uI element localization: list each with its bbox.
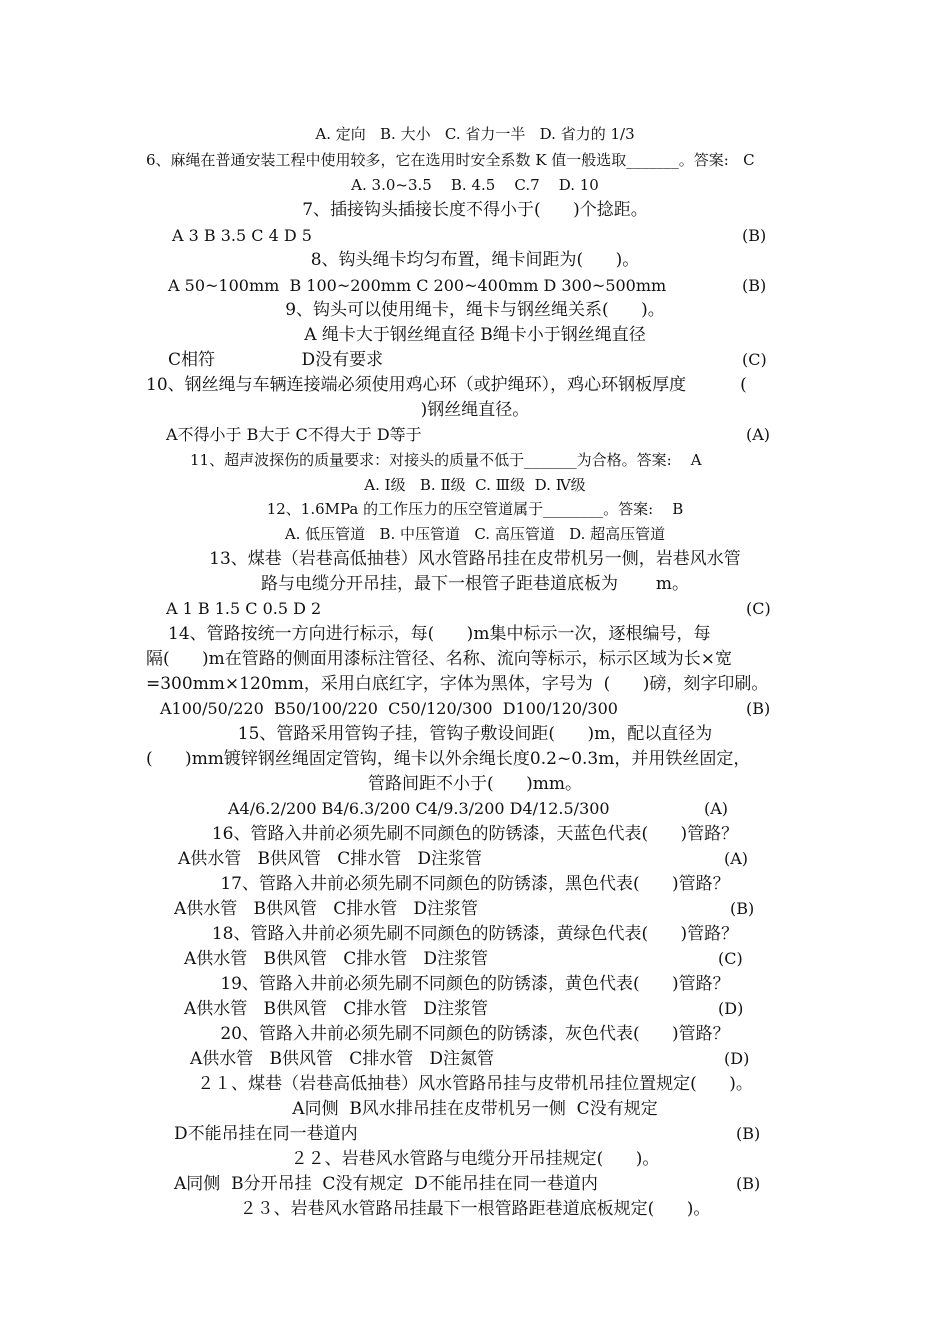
q18-text: 18、管路入井前必须先刷不同颜色的防锈漆，黄绿色代表( )管路？ (211, 924, 739, 944)
q19-answer: (D) (718, 999, 744, 1018)
q8-options: A 50~100mm B 100~200mm C 200~400mm D 300~500mm (168, 276, 667, 295)
q17-text: 17、管路入井前必须先刷不同颜色的防锈漆，黑色代表( )管路？ (220, 874, 730, 894)
q10-text: 10、钢丝绳与车辆连接端必须使用鸡心环（或护绳环），鸡心环钢板厚度 ( (146, 375, 747, 395)
q14-text-cont2: =300mm×120mm，采用白底红字，字体为黑体，字号为 ( )磅，刻字印刷。 (146, 674, 769, 694)
q20-answer: (D) (724, 1049, 750, 1068)
q15-answer: (A) (704, 799, 729, 818)
q12-options: A. 低压管道 B. 中压管道 C. 高压管道 D. 超高压管道 (284, 525, 666, 543)
q16-text: 16、管路入井前必须先刷不同颜色的防锈漆，天蓝色代表( )管路？ (211, 824, 739, 844)
q9-text: 9、钩头可以使用绳卡，绳卡与钢丝绳关系( )。 (285, 300, 665, 320)
q7-answer: (B) (742, 226, 767, 245)
q15-text-cont2: 管路间距不小于( )mm。 (368, 774, 582, 794)
q17-answer: (B) (730, 899, 755, 918)
q7-text: 7、插接钩头插接长度不得小于( )个捻距。 (302, 200, 648, 220)
q15-text: 15、管路采用管钩子挂，管钩子敷设间距( )m，配以直径为 (237, 724, 713, 744)
q15-text-cont: ( )mm镀锌钢丝绳固定管钩，绳卡以外余绳长度0.2~0.3m，并用铁丝固定， (146, 749, 751, 769)
q14-text: 14、管路按统一方向进行标示，每( )m集中标示一次，逐根编号，每 (168, 624, 711, 644)
q15-options: A4/6.2/200 B4/6.3/200 C4/9.3/200 D4/12.5/300 (228, 799, 610, 818)
q9-options-a: A 绳卡大于钢丝绳直径 B绳卡小于钢丝绳直径 (304, 325, 646, 345)
q21-options-a: A同侧 B风水排吊挂在皮带机另一侧 C没有规定 (292, 1099, 658, 1119)
q18-answer: (C) (718, 949, 743, 968)
q9-answer: (C) (742, 350, 767, 369)
q22-text: ２２、岩巷风水管路与电缆分开吊挂规定( )。 (290, 1149, 660, 1169)
q20-text: 20、管路入井前必须先刷不同颜色的防锈漆，灰色代表( )管路？ (220, 1024, 730, 1044)
q17-options: A供水管 B供风管 C排水管 D注浆管 (174, 899, 479, 919)
q12-text: 12、1.6MPa 的工作压力的压空管道属于________。答案: B (266, 500, 684, 518)
q13-answer: (C) (746, 599, 771, 618)
q19-text: 19、管路入井前必须先刷不同颜色的防锈漆，黄色代表( )管路？ (220, 974, 730, 994)
q10-answer: (A) (746, 425, 771, 444)
q21-answer: (B) (736, 1124, 761, 1143)
q18-options: A供水管 B供风管 C排水管 D注浆管 (184, 949, 489, 969)
q19-options: A供水管 B供风管 C排水管 D注浆管 (184, 999, 489, 1019)
q9-options-b: C相符 D没有要求 (168, 350, 384, 370)
q7-options: A 3 B 3.5 C 4 D 5 (172, 226, 312, 245)
q10-text-cont: )钢丝绳直径。 (420, 400, 530, 420)
q8-answer: (B) (742, 276, 767, 295)
q13-text: 13、煤巷（岩巷高低抽巷）风水管路吊挂在皮带机另一侧，岩巷风水管 (209, 549, 741, 569)
q13-options: A 1 B 1.5 C 0.5 D 2 (166, 599, 322, 618)
q16-answer: (A) (724, 849, 749, 868)
q8-text: 8、钩头绳卡均匀布置，绳卡间距为( )。 (310, 250, 640, 270)
q6-text: 6、麻绳在普通安装工程中使用较多，它在选用时安全系数 K 值一般选取_______。答案: C (146, 151, 755, 169)
q23-text: ２３、岩巷风水管路吊挂最下一根管路距巷道底板规定( )。 (239, 1199, 711, 1219)
q21-text: ２１、煤巷（岩巷高低抽巷）风水管路吊挂与皮带机吊挂位置规定( )。 (197, 1074, 753, 1094)
q20-options: A供水管 B供风管 C排水管 D注氮管 (190, 1049, 495, 1069)
q11-text: 11、超声波探伤的质量要求：对接头的质量不低于_______为合格。答案: A (190, 451, 702, 469)
q22-options: A同侧 B分开吊挂 C没有规定 D不能吊挂在同一巷道内 (174, 1174, 598, 1194)
q5-options: A. 定向 B. 大小 C. 省力一半 D. 省力的 1/3 (315, 125, 635, 143)
q11-options: A. Ⅰ级 B. Ⅱ级 C. Ⅲ级 D. Ⅳ级 (364, 476, 586, 494)
q13-text-cont: 路与电缆分开吊挂，最下一根管子距巷道底板为 m。 (261, 574, 689, 594)
q6-options: A. 3.0~3.5 B. 4.5 C.7 D. 10 (351, 176, 599, 194)
q16-options: A供水管 B供风管 C排水管 D注浆管 (178, 849, 483, 869)
q10-options: A不得小于 B大于 C不得大于 D等于 (166, 425, 422, 444)
q14-answer: (B) (746, 699, 771, 718)
q21-options-b: D不能吊挂在同一巷道内 (174, 1124, 358, 1144)
q14-text-cont: 隔( )m在管路的侧面用漆标注管径、名称、流向等标示，标示区域为长×宽 (146, 649, 733, 669)
q22-answer: (B) (736, 1174, 761, 1193)
q14-options: A100/50/220 B50/100/220 C50/120/300 D100/120/300 (160, 699, 618, 718)
